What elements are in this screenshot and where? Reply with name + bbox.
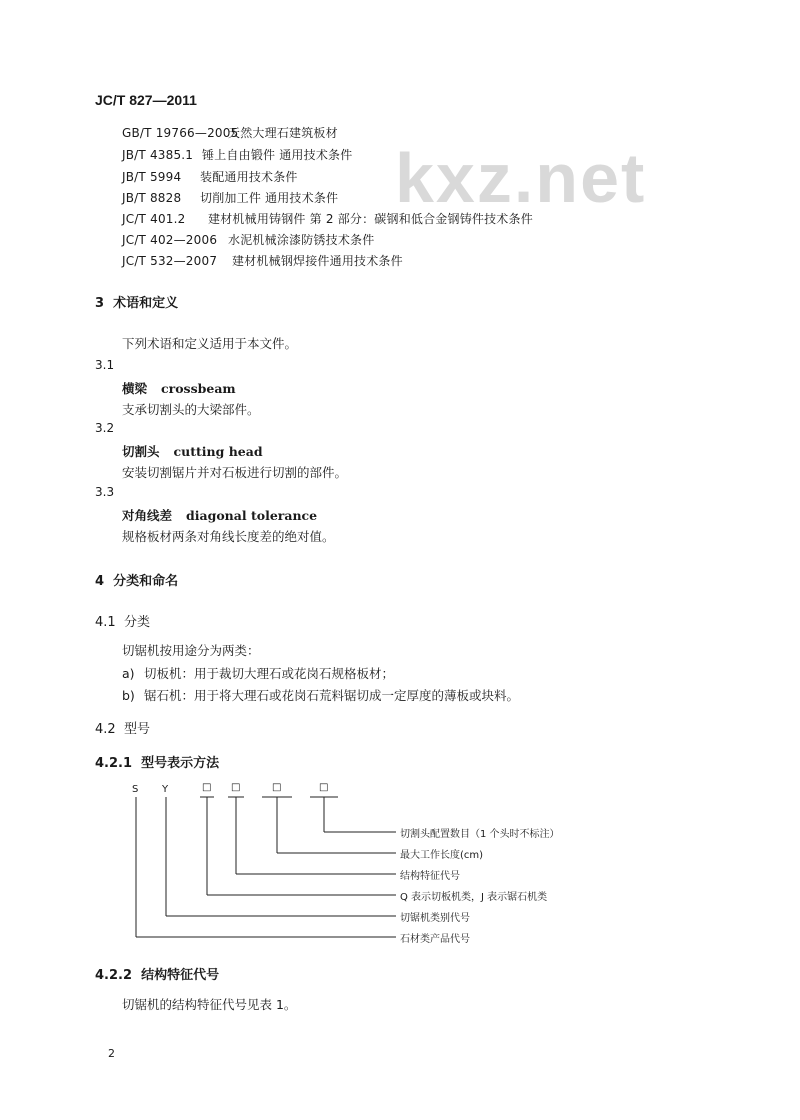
list-marker: b) [122, 688, 135, 703]
term-zh: 对角线差 [122, 508, 173, 523]
term-zh: 横梁 [122, 381, 148, 396]
model-code-box: □ [272, 782, 282, 793]
reference-title: 建材机械用铸钢件 第 2 部分：碳钢和低合金钢铸件技术条件 [208, 212, 533, 226]
section-4-heading: 4 分类和命名 [95, 574, 179, 589]
section-4-2-2-heading: 4.2.2 结构特征代号 [95, 968, 220, 983]
page-number: 2 [108, 1047, 115, 1060]
diagram-label: 切割头配置数目（1 个头时不标注） [400, 829, 560, 840]
diagram-label: 切锯机类别代号 [400, 913, 470, 924]
reference-code: GB/T 19766—2005 [122, 126, 239, 140]
model-code-box: □ [202, 782, 212, 793]
reference-code: JC/T 532—2007 [122, 254, 218, 268]
term-definition: 安装切割锯片并对石板进行切割的部件。 [122, 465, 348, 480]
model-code-s: S [132, 784, 139, 795]
watermark: kxz.net [395, 139, 647, 217]
reference-code: JB/T 5994 [122, 170, 182, 184]
reference-title: 锤上自由锻件 通用技术条件 [202, 148, 353, 162]
term-en: cutting head [173, 444, 263, 459]
term-number: 3.3 [95, 485, 115, 499]
reference-title: 建材机械钢焊接件通用技术条件 [232, 254, 403, 268]
term-zh: 切割头 [122, 444, 160, 459]
list-text: 锯石机：用于将大理石或花岗石荒料锯切成一定厚度的薄板或块料。 [144, 688, 520, 703]
model-code-box: □ [231, 782, 241, 793]
section-4-1-heading: 4.1 分类 [95, 615, 150, 630]
reference-title: 切削加工件 通用技术条件 [200, 191, 339, 205]
reference-title: 水泥机械涂漆防锈技术条件 [228, 233, 375, 247]
reference-code: JC/T 401.2 [122, 212, 186, 226]
list-text: 切板机：用于裁切大理石或花岗石规格板材； [144, 666, 395, 681]
section-3-intro: 下列术语和定义适用于本文件。 [122, 336, 298, 351]
reference-code: JC/T 402—2006 [122, 233, 218, 247]
reference-title: 天然大理石建筑板材 [228, 126, 338, 140]
model-code-y: Y [162, 784, 169, 795]
model-code-box: □ [319, 782, 329, 793]
term-definition: 支承切割头的大梁部件。 [122, 402, 260, 417]
term-number: 3.1 [95, 358, 115, 372]
term-en: diagonal tolerance [186, 508, 318, 523]
reference-title: 装配通用技术条件 [200, 170, 298, 184]
term-en: crossbeam [161, 381, 236, 396]
reference-code: JB/T 4385.1 [122, 148, 194, 162]
diagram-label: Q 表示切板机类，J 表示锯石机类 [400, 892, 548, 903]
standard-id-header: JC/T 827—2011 [95, 92, 197, 108]
section-4-2-2-text: 切锯机的结构特征代号见表 1。 [122, 997, 297, 1012]
section-4-2-1-heading: 4.2.1 型号表示方法 [95, 756, 220, 771]
reference-code: JB/T 8828 [122, 191, 182, 205]
term-number: 3.2 [95, 421, 115, 435]
section-3-heading: 3 术语和定义 [95, 296, 179, 311]
section-4-2-heading: 4.2 型号 [95, 722, 150, 737]
section-4-1-intro: 切锯机按用途分为两类： [122, 643, 260, 658]
term-definition: 规格板材两条对角线长度差的绝对值。 [122, 529, 335, 544]
diagram-label: 最大工作长度(cm) [400, 850, 484, 861]
diagram-label: 石材类产品代号 [400, 934, 470, 945]
diagram-label: 结构特征代号 [400, 871, 460, 882]
list-marker: a) [122, 666, 135, 681]
